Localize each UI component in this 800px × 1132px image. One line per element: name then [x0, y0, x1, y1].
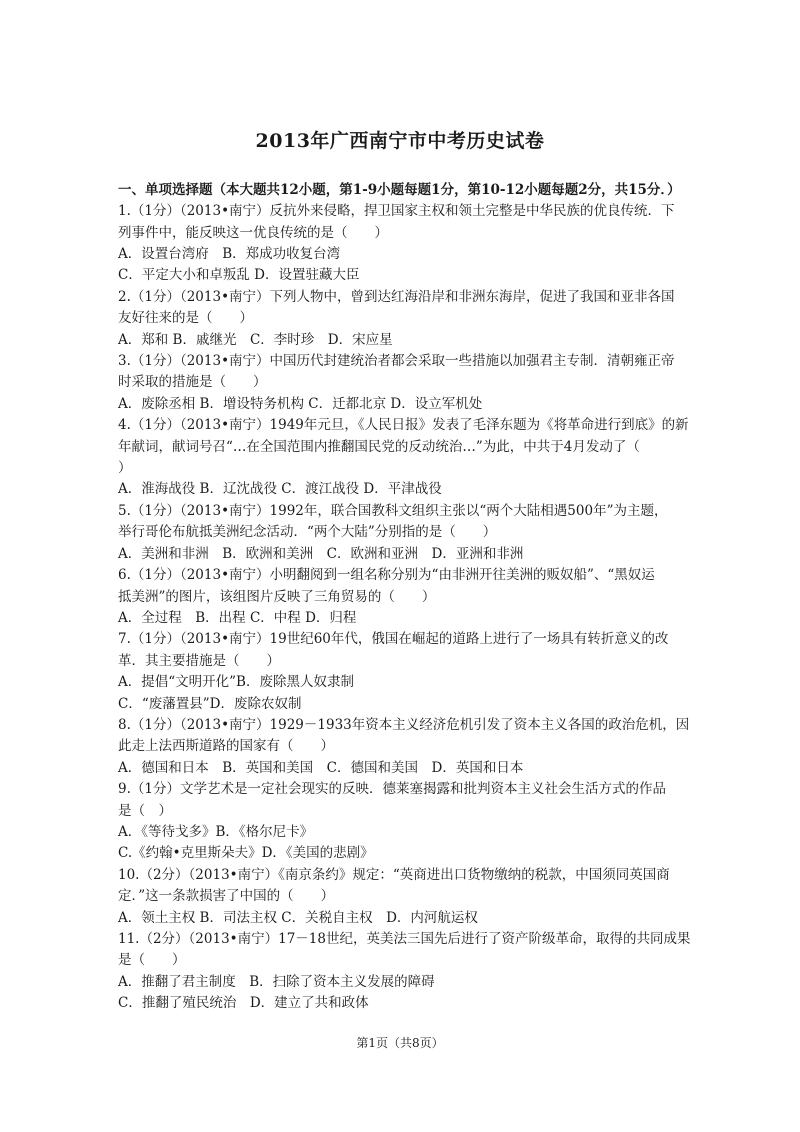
question-line: A．领土主权 B．司法主权 C．关税自主权 D．内河航运权 — [118, 909, 478, 926]
question-line: C．平定大小和卓叛乱 D．设置驻藏大臣 — [118, 267, 360, 284]
question-line: A．淮海战役 B．辽沈战役 C．渡江战役 D．平津战役 — [118, 481, 442, 498]
question-line: A．全过程 B．出程 C．中程 D．归程 — [118, 609, 357, 626]
question-line: A．推翻了君主制度 B．扫除了资本主义发展的障碍 — [118, 973, 435, 990]
question-line: A．美洲和非洲 B．欧洲和美洲 C．欧洲和亚洲 D．亚洲和非洲 — [118, 545, 524, 562]
question-line: 5.（1分）（2013•南宁）1992年，联合国教科文组织主张以“两个大陆相遇500年”为主题， — [118, 502, 668, 519]
question-line: 抵美洲”的图片，该组图片反映了三角贸易的（ ） — [118, 588, 436, 605]
question-content — [118, 180, 690, 1015]
question-line: 时采取的措施是（ ） — [118, 374, 267, 391]
question-line: 友好往来的是（ ） — [118, 310, 253, 327]
question-line: 8.（1分）（2013•南宁）1929－1933年资本主义经济危机引发了资本主义各国的政治危机，因 — [118, 716, 690, 733]
section-heading: 一、单项选择题（本大题共12小题，第1-9小题每题1分，第10-12小题每题2分，共15分．） — [118, 182, 681, 198]
question-line: 6.（1分）（2013•南宁）小明翻阅到一组名称分别为“由非洲开往美洲的贩奴船”、“黑奴运 — [118, 567, 655, 584]
question-line: 此走上法西斯道路的国家有（ ） — [118, 738, 334, 755]
question-line: 是（ ） — [118, 952, 186, 969]
question-line: A．废除丞相 B．增设特务机构 C．迁都北京 D．设立军机处 — [118, 395, 483, 412]
question-line: 11.（2分）（2013•南宁）17－18世纪，英美法三国先后进行了资产阶级革命，取得的共同成果 — [118, 931, 691, 948]
question-line: 革．其主要措施是（ ） — [118, 652, 280, 669]
question-line: 3.（1分）（2013•南宁）中国历代封建统治者都会采取一些措施以加强君主专制．清朝雍正帝 — [118, 353, 675, 370]
question-line: C.《约翰•克里斯朵夫》D．《美国的悲剧》 — [118, 845, 374, 862]
question-line: 1.（1分）（2013•南宁）反抗外来侵略，捍卫国家主权和领土完整是中华民族的优良传统．下 — [118, 203, 675, 220]
question-line: A．《等待戈多》B．《格尔尼卡》 — [118, 823, 314, 840]
question-line: A．设置台湾府 B．郑成功收复台湾 — [118, 246, 341, 263]
question-line: 列事件中，能反映这一优良传统的是（ ） — [118, 224, 388, 241]
question-line: A．提倡“文明开化”B．废除黑人奴隶制 — [118, 674, 354, 691]
question-line: A．德国和日本 B．英国和美国 C．德国和美国 D．英国和日本 — [118, 759, 524, 776]
exam-title: 2013年广西南宁市中考历史试卷 — [255, 130, 545, 152]
page-footer: 第1页（共8页） — [356, 1036, 444, 1050]
question-lines — [118, 201, 690, 1014]
question-line: A．郑和 B．戚继光 C．李时珍 D．宋应星 — [118, 331, 393, 348]
question-line: 7.（1分）（2013•南宁）19世纪60年代，俄国在崛起的道路上进行了一场具有转折意义的改 — [118, 631, 669, 648]
question-line: ） — [118, 460, 132, 477]
question-line: 10.（2分）（2013•南宁）《南京条约》规定：“英商进出口货物缴纳的税款，中国须同英国商 — [118, 866, 670, 883]
question-line: 9.（1分）文学艺术是一定社会现实的反映．德莱塞揭露和批判资本主义社会生活方式的作品 — [118, 781, 666, 798]
question-line: C．推翻了殖民统治 D．建立了共和政体 — [118, 995, 369, 1012]
question-line: 定．”这一条款损害了中国的（ ） — [118, 888, 335, 905]
question-line: 是（ ） — [118, 802, 172, 819]
question-line: 2.（1分）（2013•南宁）下列人物中，曾到达红海沿岸和非洲东海岸，促进了我国和亚非各国 — [118, 288, 675, 305]
question-line: 4.（1分）（2013•南宁）1949年元旦，《人民日报》发表了毛泽东题为《将革命进行到底》的新 — [118, 417, 689, 434]
question-line: 举行哥伦布航抵美洲纪念活动．“两个大陆”分别指的是（ ） — [118, 524, 497, 541]
question-line: C．“废藩置县”D．废除农奴制 — [118, 695, 302, 712]
question-line: 年献词，献词号召“…在全国范围内推翻国民党的反动统治…”为此，中共于4月发动了（ — [118, 438, 640, 455]
